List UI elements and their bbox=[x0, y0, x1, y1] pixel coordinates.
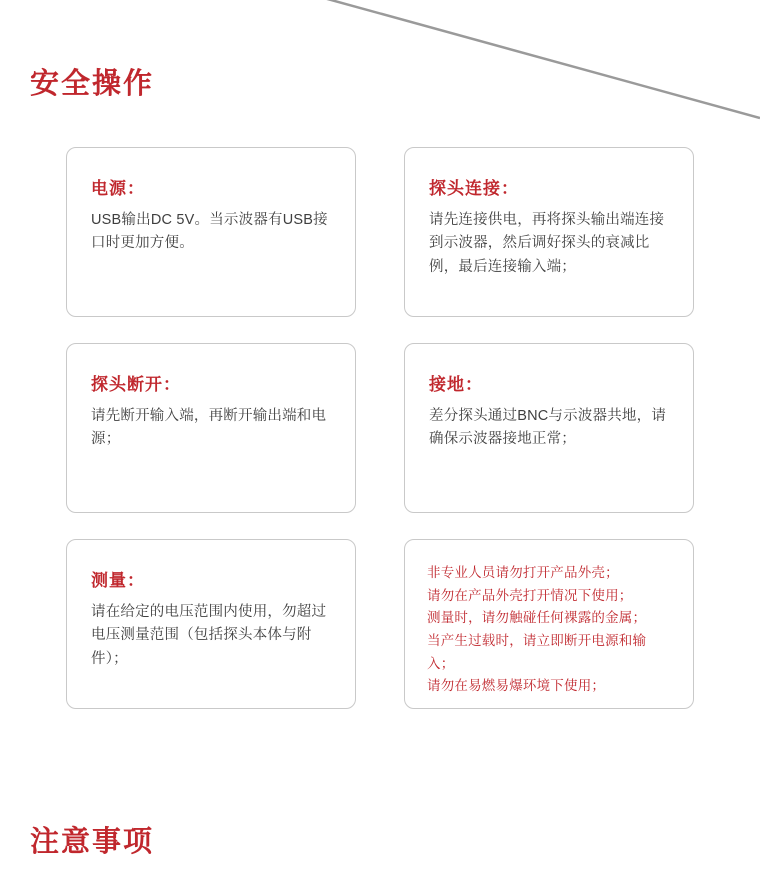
warning-line: 非专业人员请勿打开产品外壳； bbox=[427, 565, 619, 580]
warning-line: 请勿在易燃易爆环境下使用； bbox=[427, 678, 606, 694]
card-heading: 测量： bbox=[91, 571, 145, 590]
card-heading: 电源： bbox=[91, 179, 145, 198]
card-probe-connection bbox=[404, 147, 694, 317]
cards-grid bbox=[66, 147, 694, 709]
page-title-safe-operation: 安全操作 bbox=[30, 68, 155, 101]
card-body: 差分探头通过BNC与示波器共地，请确保示波器接地正常； bbox=[429, 408, 667, 448]
card-body: USB输出DC 5V。当示波器有USB接口时更加方便。 bbox=[91, 212, 328, 252]
card-measurement bbox=[66, 539, 356, 709]
decorative-diagonal-line bbox=[290, 0, 760, 125]
card-heading: 探头连接： bbox=[429, 179, 519, 198]
card-body: 请在给定的电压范围内使用，勿超过电压测量范围（包括探头本体与附件）； bbox=[91, 604, 327, 667]
page-title-notice: 注意事项 bbox=[30, 826, 155, 859]
card-grounding bbox=[404, 343, 694, 513]
card-heading: 接地： bbox=[429, 375, 483, 394]
warning-line: 测量时，请勿触碰任何裸露的金属； bbox=[427, 610, 647, 626]
warning-line: 当产生过载时，请立即断开电源和输入； bbox=[427, 633, 647, 671]
card-probe-disconnection bbox=[66, 343, 356, 513]
card-heading: 探头断开： bbox=[91, 375, 181, 394]
card-body: 请先连接供电，再将探头输出端连接到示波器，然后调好探头的衰减比例，最后连接输入端； bbox=[429, 212, 665, 275]
card-power-supply bbox=[66, 147, 356, 317]
card-warnings bbox=[404, 539, 694, 709]
card-body: 请先断开输入端，再断开输出端和电源； bbox=[91, 408, 327, 448]
warning-line: 请勿在产品外壳打开情况下使用； bbox=[427, 587, 633, 603]
